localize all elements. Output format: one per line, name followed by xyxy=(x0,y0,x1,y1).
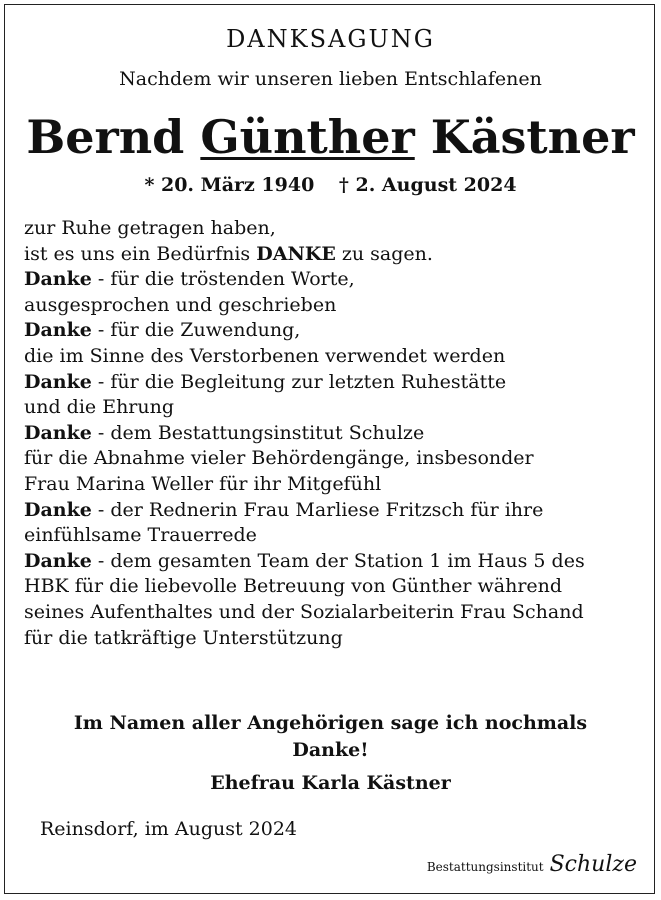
closing-line: Im Namen aller Angehörigen sage ich nochmals xyxy=(73,712,588,734)
schulze-logo: Schulze xyxy=(549,852,637,877)
body-line: die im Sinne des Verstorbenen verwendet werden xyxy=(24,344,506,367)
body-line: zur Ruhe getragen haben, xyxy=(24,217,276,239)
body-text-part: - dem Bestattungsinstitut Schulze xyxy=(91,421,425,444)
intro-text: Nachdem wir unseren lieben Entschlafenen xyxy=(119,68,542,90)
body-text-part: ist es uns ein Bedürfnis xyxy=(24,242,257,265)
body-text-part: - für die tröstenden Worte, xyxy=(91,268,355,291)
birth-date: * 20. März 1940 xyxy=(144,174,315,196)
body-line xyxy=(24,421,654,447)
body-text-part: zu sagen. xyxy=(335,242,433,265)
body-line: seines Aufenthaltes und der Sozialarbeiterin Frau Schand xyxy=(24,600,584,623)
name-first: Bernd xyxy=(26,110,185,164)
body-line xyxy=(24,549,654,575)
body-emphasis: DANKE xyxy=(256,242,336,265)
thanks-body xyxy=(24,216,654,651)
body-line: Frau Marina Weller für ihr Mitgefühl xyxy=(24,472,382,495)
body-line xyxy=(24,370,654,396)
body-line xyxy=(24,318,654,344)
danke-label: Danke xyxy=(24,268,92,291)
life-dates xyxy=(0,172,661,198)
body-line xyxy=(24,267,654,293)
body-line xyxy=(24,498,654,524)
body-line: einfühlsame Trauerrede xyxy=(24,524,257,547)
name-middle: Günther xyxy=(200,110,415,164)
danke-label: Danke xyxy=(24,421,92,444)
body-line: ausgesprochen und geschrieben xyxy=(24,293,337,316)
body-text-part: - dem gesamten Team der Station 1 im Haus 5 des xyxy=(91,549,585,572)
danke-label: Danke xyxy=(24,498,92,521)
body-text-part: - für die Begleitung zur letzten Ruhestätte xyxy=(91,370,507,393)
body-line: und die Ehrung xyxy=(24,396,175,419)
closing-danke: Danke! xyxy=(292,739,369,761)
signature: Ehefrau Karla Kästner xyxy=(210,772,451,794)
body-text-part: - für die Zuwendung, xyxy=(91,319,301,342)
page-title: DANKSAGUNG xyxy=(226,25,435,53)
funeral-home-footer xyxy=(427,852,637,877)
name-last: Kästner xyxy=(430,110,635,164)
death-date: † 2. August 2024 xyxy=(338,174,517,196)
body-line xyxy=(24,242,654,268)
danke-label: Danke xyxy=(24,319,92,342)
deceased-name xyxy=(0,108,661,166)
danke-label: Danke xyxy=(24,370,92,393)
body-line: für die Abnahme vieler Behördengänge, insbesonder xyxy=(24,447,534,470)
body-line: HBK für die liebevolle Betreuung von Günther während xyxy=(24,575,563,598)
institute-label: Bestattungsinstitut xyxy=(426,860,544,874)
body-text-part: - der Rednerin Frau Marliese Fritzsch für ihre xyxy=(91,498,544,521)
body-line: für die tatkräftige Unterstützung xyxy=(24,626,343,649)
place-date: Reinsdorf, im August 2024 xyxy=(40,818,298,840)
danke-label: Danke xyxy=(24,549,92,572)
